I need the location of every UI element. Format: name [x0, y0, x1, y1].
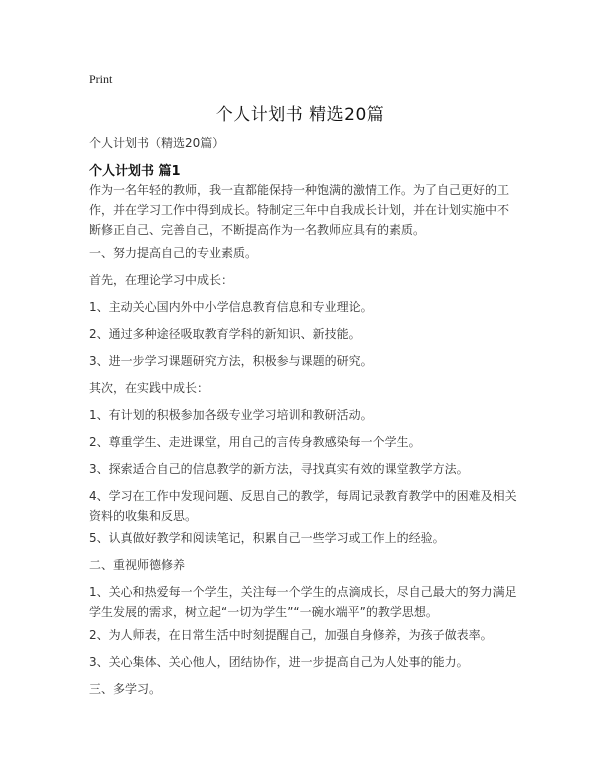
paragraph: 2、通过多种途径吸取教育学科的新知识、新技能。: [89, 327, 361, 341]
document-title: 个人计划书 精选20篇: [215, 105, 385, 125]
paragraph: 首先，在理论学习中成长：: [89, 273, 234, 287]
paragraph: 三、多学习。: [89, 682, 162, 696]
paragraph: 1、主动关心国内外中小学信息教育信息和专业理论。: [89, 300, 373, 314]
paragraph: 二、重视师德修养: [89, 558, 186, 572]
paragraph: 1、有计划的积极参加各级专业学习培训和教研活动。: [89, 408, 373, 422]
paragraph: 3、进一步学习课题研究方法，积极参与课题的研究。: [89, 354, 373, 368]
print-link[interactable]: Print: [89, 72, 113, 86]
paragraph: 5、认真做好教学和阅读笔记，积累自己一些学习或工作上的经验。: [89, 531, 445, 545]
paragraph: 一、努力提高自己的专业素质。: [89, 246, 258, 260]
paragraph: 3、探索适合自己的信息教学的新方法，寻找真实有效的课堂教学方法。: [89, 462, 469, 476]
paragraph: 3、关心集体、关心他人，团结协作，进一步提高自己为人处事的能力。: [89, 655, 469, 669]
intro-paragraph: 作为一名年轻的教师，我一直都能保持一种饱满的激情工作。为了自己更好的工作，并在学习工作中得到成长。特制定三年中自我成长计划，并在计划实施中不断修正自己、完善自己，不断提高作为一名教师应具有的素质。: [89, 183, 510, 237]
section-heading: 个人计划书 篇1: [89, 164, 181, 179]
document-subtitle: 个人计划书（精选20篇）: [89, 136, 225, 150]
paragraph: 4、学习在工作中发现问题、反思自己的教学，每周记录教育教学中的困难及相关资料的收集和反思。: [89, 489, 517, 523]
paragraph: 2、为人师表，在日常生活中时刻提醒自己，加强自身修养，为孩子做表率。: [89, 628, 493, 642]
paragraph: 1、关心和热爱每一个学生，关注每一个学生的点滴成长，尽自己最大的努力满足学生发展的需求，树立起“一切为学生”“一碗水端平”的教学思想。: [89, 585, 517, 619]
paragraph: 其次，在实践中成长：: [89, 381, 210, 395]
paragraph: 2、尊重学生、走进课堂，用自己的言传身教感染每一个学生。: [89, 435, 421, 449]
